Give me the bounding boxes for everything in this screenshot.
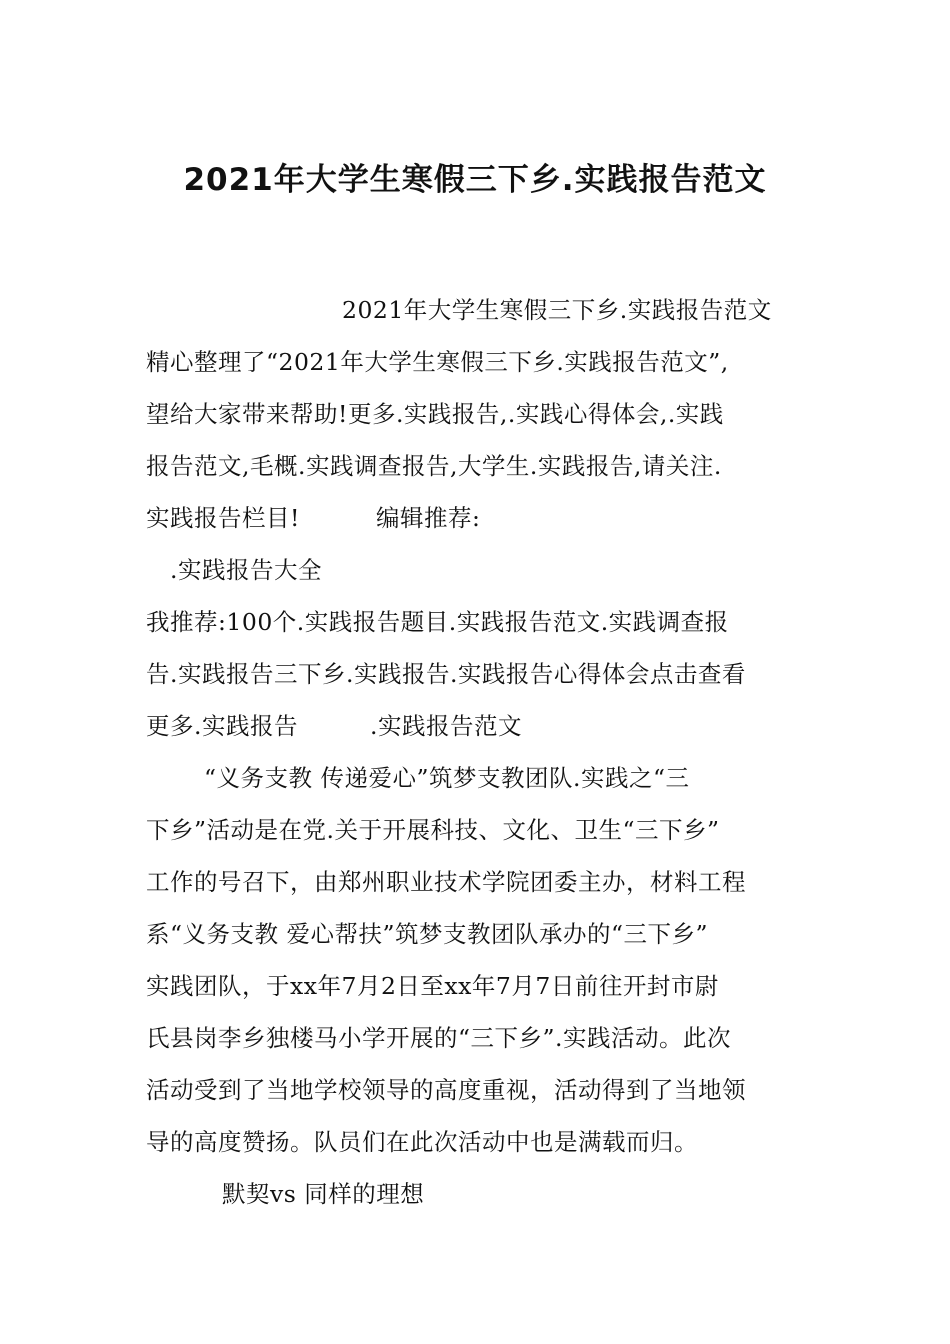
text-line: 我推荐:100个.实践报告题目.实践报告范文.实践调查报 [146,608,729,636]
text-line [146,492,810,544]
text-line: 氏县岗李乡独楼马小学开展的“三下乡”.实践活动。此次 [146,1024,731,1052]
text-line: 活动受到了当地学校领导的高度重视，活动得到了当地领 [146,1076,746,1104]
text-span: 编辑推荐: [375,504,481,532]
text-line: 工作的号召下，由郑州职业技术学院团委主办，材料工程 [146,868,746,896]
text-line: 望给大家带来帮助!更多.实践报告,.实践心得体会,.实践 [146,400,724,428]
text-line: “义务支教 传递爱心”筑梦支教团队.实践之“三 [204,764,690,792]
text-line: 实践团队，于xx年7月2日至xx年7月7日前往开封市尉 [146,972,719,1000]
document-title: 2021年大学生寒假三下乡.实践报告范文 [183,162,767,198]
text-line: .实践报告大全 [170,556,322,584]
text-span: 更多.实践报告 [146,712,298,740]
text-line: 报告范文,毛概.实践调查报告,大学生.实践报告,请关注. [146,452,722,480]
text-line: 系“义务支教 爱心帮扶”筑梦支教团队承办的“三下乡” [146,920,709,948]
text-line: 精心整理了“2021年大学生寒假三下乡.实践报告范文”, [146,348,729,376]
text-span: .实践报告范文 [369,712,522,740]
text-line: 告.实践报告三下乡.实践报告.实践报告心得体会点击查看 [146,660,746,688]
text-line: 导的高度赞扬。队员们在此次活动中也是满载而归。 [146,1128,698,1156]
text-line [146,700,810,752]
text-line: 2021年大学生寒假三下乡.实践报告范文 [342,296,772,324]
text-span: 实践报告栏目! [146,504,300,532]
document-body [146,284,810,1220]
text-line: 默契vs 同样的理想 [222,1180,425,1208]
text-line: 下乡”活动是在党.关于开展科技、文化、卫生“三下乡” [146,816,720,844]
